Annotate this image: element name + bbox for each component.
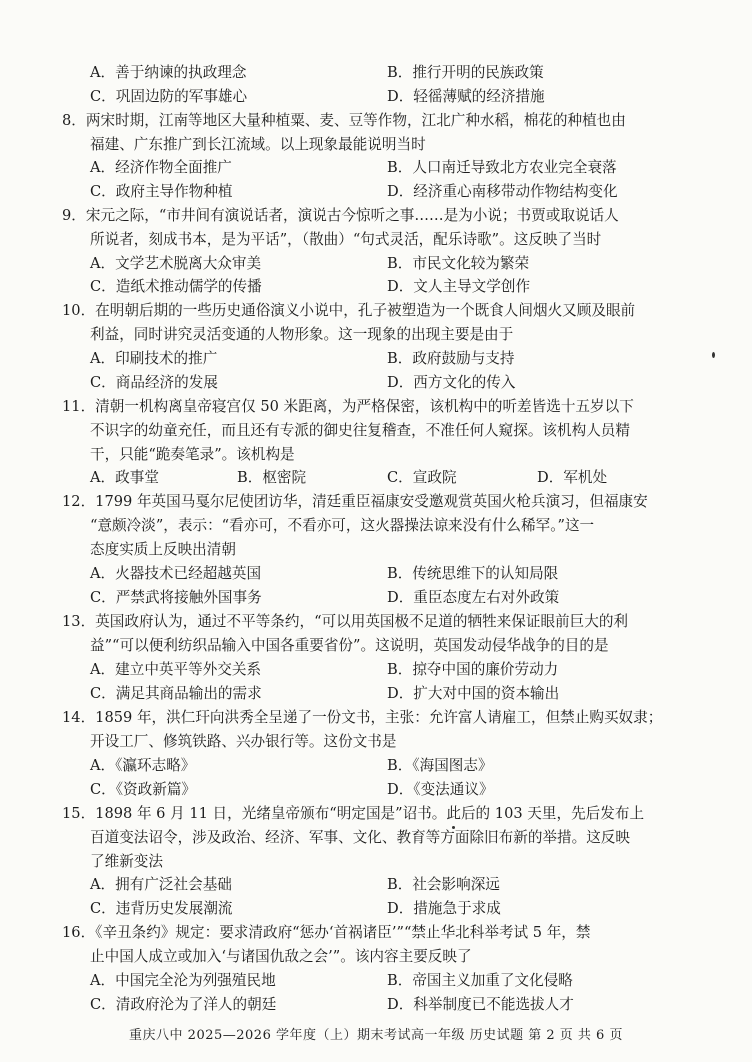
q9-option-b: B．市民文化较为繁荣 [387,255,530,272]
q16-option-b: B．帝国主义加重了文化侵略 [387,972,573,989]
q10-option-a: A．印刷技术的推广 [90,350,218,367]
q15-option-d: D．措施急于求成 [387,900,501,917]
q9-stem-line1: 9．宋元之际，“市井间有演说话者，演说古今惊听之事……是为小说；书贾或取说话人 [62,207,619,224]
q10-option-d: D．西方文化的传入 [387,374,516,391]
q7-option-c: C．巩固边防的军事雄心 [90,88,248,105]
q9-option-a: A．文学艺术脱离大众审美 [90,255,262,272]
q11-option-a: A．政事堂 [90,469,159,486]
q14-option-d: D．《变法通议》 [387,781,494,798]
q11-stem-line2: 不识字的幼童充任，而且还有专派的御史往复稽查，不准任何人窥探。该机构人员精 [90,422,630,439]
q11-stem-line1: 11．清朝一机构离皇帝寝宫仅 50 米距离，为严格保密，该机构中的听差皆选十五岁以下 [62,398,634,415]
q14-option-b: B．《海国图志》 [387,757,493,774]
q12-option-c: C．严禁武将接触外国事务 [90,589,262,606]
q9-option-d: D．文人主导文学创作 [387,278,531,295]
scan-speck [712,352,715,358]
q11-stem-line3: 干，只能“跪奏笔录”。该机构是 [90,446,295,463]
q12-stem-line3: 态度实质上反映出清朝 [90,541,236,558]
q12-stem-line1: 12．1799 年英国马戛尔尼使团访华，清廷重臣福康安受邀观赏英国火枪兵演习，但福康安 [62,493,648,510]
q13-stem-line1: 13．英国政府认为，通过不平等条约，“可以用英国极不足道的牺牲来保证眼前巨大的利 [62,613,629,630]
q14-stem-line1: 14．1859 年，洪仁玕向洪秀全呈递了一份文书，主张：允许富人请雇工，但禁止购买奴隶； [62,709,663,726]
q8-option-a: A．经济作物全面推广 [90,159,232,176]
scan-speck [452,826,455,829]
q14-option-c: C．《资政新篇》 [90,781,197,798]
q14-option-a: A．《瀛环志略》 [90,757,196,774]
q15-option-c: C．违背历史发展潮流 [90,900,233,917]
q16-option-d: D．科举制度已不能选拔人才 [387,996,574,1013]
q12-stem-line2: “意颇冷淡”，表示：“看亦可，不看亦可，这火器操法谅来没有什么稀罕。”这一 [90,517,595,534]
q10-stem-line1: 10．在明朝后期的一些历史通俗演义小说中，孔子被塑造为一个既食人间烟火又顾及眼前 [62,302,636,319]
q15-stem-line2: 百道变法诏令，涉及政治、经济、军事、文化、教育等方面除旧布新的举措。这反映 [90,829,630,846]
q8-option-b: B．人口南迁导致北方农业完全衰落 [387,159,617,176]
q8-stem-line1: 8．两宋时期，江南等地区大量种植粟、麦、豆等作物，江北广种水稻，棉花的种植也由 [62,112,626,129]
q15-stem-line1: 15．1898 年 6 月 11 日，光绪皇帝颁布“明定国是”诏书。此后的 103 天里，先后发布上 [62,805,645,822]
q13-option-b: B．掠夺中国的廉价劳动力 [387,661,559,678]
q16-stem-line1: 16．《辛丑条约》规定：要求清政府“惩办‘首祸诸臣’”“禁止华北科举考试 5 年，禁 [62,924,591,941]
q8-option-d: D．经济重心南移带动作物结构变化 [387,183,618,200]
q10-stem-line2: 利益，同时讲究灵活变通的人物形象。这一现象的出现主要是由于 [90,326,514,343]
q7-option-d: D．轻徭薄赋的经济措施 [387,88,545,105]
q13-stem-line2: 益”“可以便利纺织品输入中国各重要省份”。这说明，英国发动侵华战争的目的是 [90,637,609,654]
q12-option-d: D．重臣态度左右对外政策 [387,589,560,606]
q11-option-b: B．枢密院 [237,469,307,486]
q11-option-c: C．宣政院 [387,469,457,486]
page-footer: 重庆八中 2025—2026 学年度（上）期末考试高一年级 历史试题 第 2 页 共 6 页 [129,1028,623,1043]
q15-option-b: B．社会影响深远 [387,876,500,893]
q8-stem-line2: 福建、广东推广到长江流域。以上现象最能说明当时 [90,136,426,153]
q11-option-d: D．军机处 [537,469,608,486]
q15-option-a: A．拥有广泛社会基础 [90,876,232,893]
q13-option-c: C．满足其商品输出的需求 [90,685,262,702]
q12-option-b: B．传统思维下的认知局限 [387,565,559,582]
q7-option-a: A．善于纳谏的执政理念 [90,64,247,81]
q10-option-b: B．政府鼓励与支持 [387,350,515,367]
q13-option-a: A．建立中英平等外交关系 [90,661,262,678]
q10-option-c: C．商品经济的发展 [90,374,218,391]
q13-option-d: D．扩大对中国的资本输出 [387,685,560,702]
q16-option-c: C．清政府沦为了洋人的朝廷 [90,996,277,1013]
q16-stem-line2: 止中国人成立或加入‘与诸国仇敌之会’”。该内容主要反映了 [90,948,472,965]
q9-option-c: C．造纸术推动儒学的传播 [90,278,262,295]
q12-option-a: A．火器技术已经超越英国 [90,565,262,582]
q8-option-c: C．政府主导作物种植 [90,183,233,200]
q7-option-b: B．推行开明的民族政策 [387,64,544,81]
q9-stem-line2: 所说者，刻成书本，是为平话”，（散曲）“句式灵活，配乐诗歌”。这反映了当时 [90,231,602,248]
q15-stem-line3: 了维新变法 [90,853,163,870]
q14-stem-line2: 开设工厂、修筑铁路、兴办银行等。这份文书是 [90,733,397,750]
q16-option-a: A．中国完全沦为列强殖民地 [90,972,276,989]
